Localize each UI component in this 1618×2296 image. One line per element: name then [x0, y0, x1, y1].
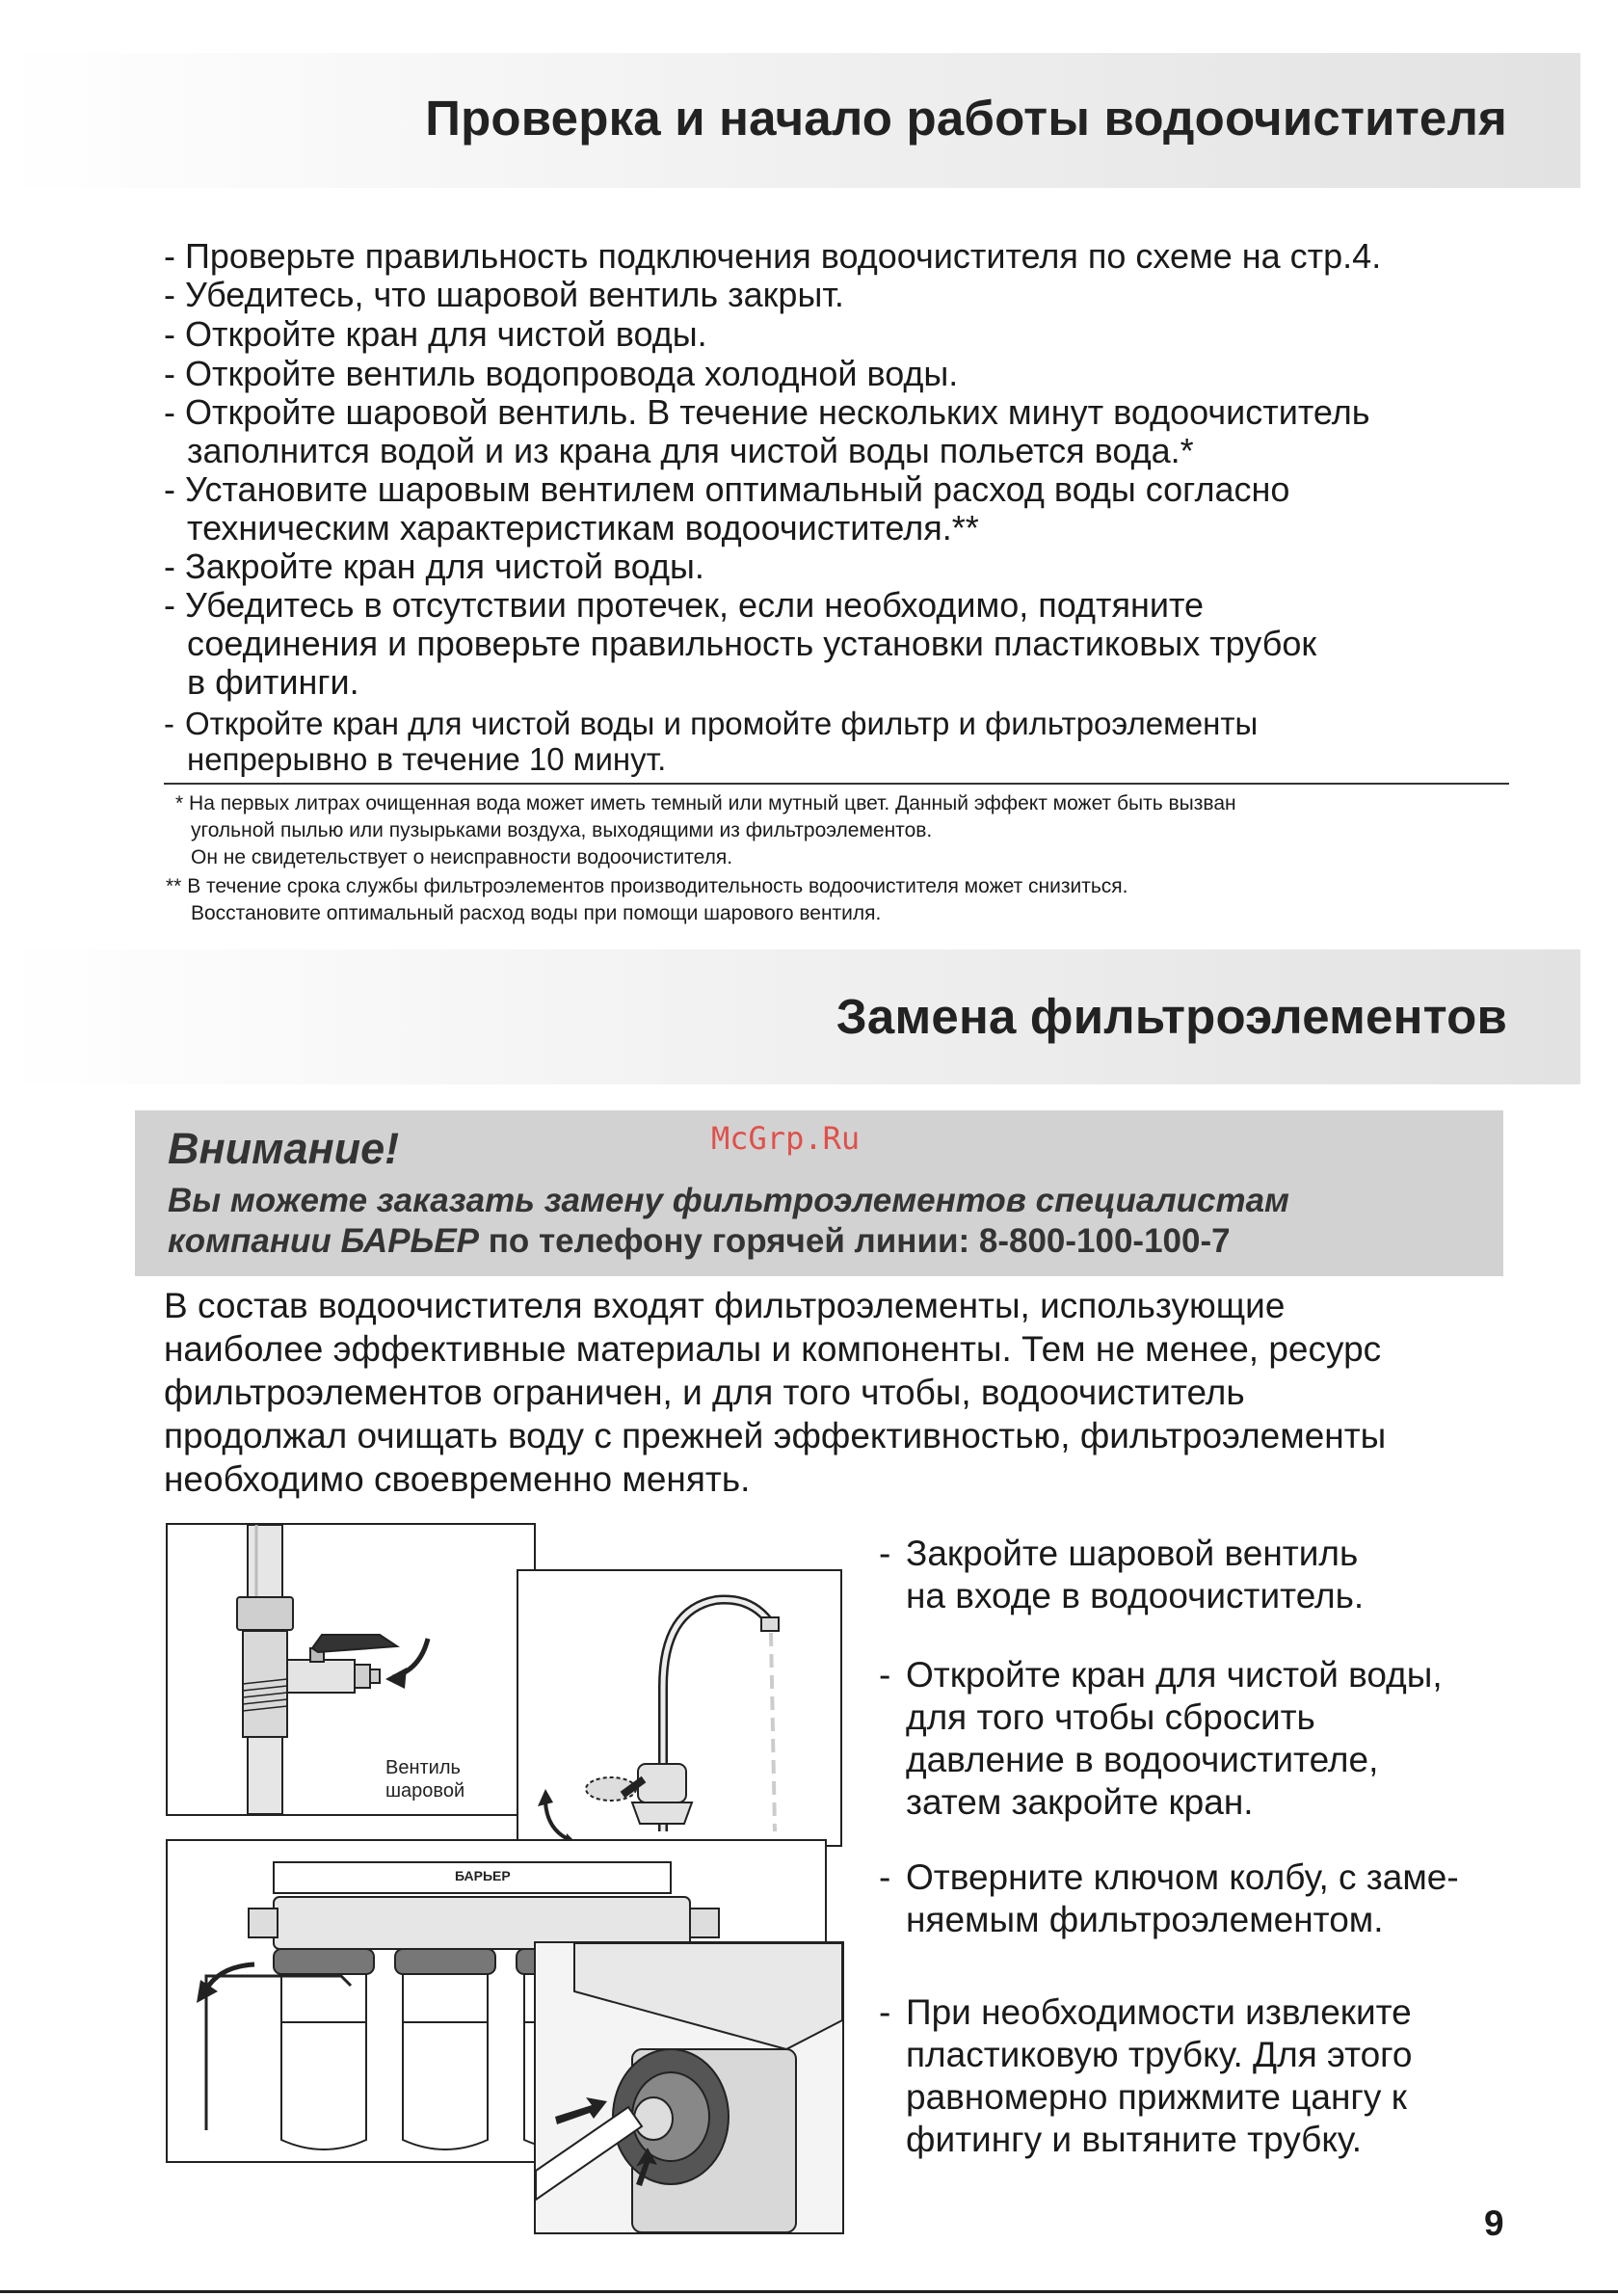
paragraph-line: фильтроэлементов ограничен, и для того чтобы, водоочиститель: [164, 1373, 1245, 1412]
section-title-replace: Замена фильтроэлементов: [836, 989, 1507, 1044]
step-text: пластиковую трубку. Для этого: [906, 2035, 1413, 2074]
warning-company: компании БАРЬЕР: [168, 1222, 480, 1260]
list-item: - Откройте шаровой вентиль. В течение нескольких минут водоочиститель заполнится водой и из крана для чистой воды польется вода.*: [164, 392, 1370, 470]
list-item: [164, 237, 1381, 276]
list-item-text: Откройте шаровой вентиль. В течение нескольких минут водоочиститель: [185, 392, 1370, 432]
step-text: давление в водоочистителе,: [906, 1740, 1379, 1779]
footnote-1: [175, 790, 1236, 871]
step-text: затем закройте кран.: [906, 1782, 1254, 1822]
list-item: - Откройте кран для чистой воды.: [164, 314, 707, 354]
section-header-replace: [0, 949, 1580, 1084]
list-item: - Откройте кран для чистой воды и промойте фильтр и фильтроэлементы непрерывно в течение 10 минут.: [164, 706, 1259, 777]
list-item: - Убедитесь, что шаровой вентиль закрыт.: [164, 275, 844, 314]
list-item-text: Откройте кран для чистой воды и промойте фильтр и фильтроэлементы: [185, 706, 1259, 741]
list-item-text: соединения и проверьте правильность установки пластиковых трубок: [187, 624, 1317, 663]
step-text: При необходимости извлеките: [906, 1992, 1412, 2032]
warning-title: Внимание!: [168, 1124, 400, 1173]
fitting-closeup-illustration: [536, 1943, 842, 2232]
valve-label: Вентиль шаровой: [385, 1757, 465, 1802]
figure-fitting-closeup: [534, 1941, 844, 2234]
section-header-check: [0, 53, 1580, 188]
footnote-text: Восстановите оптимальный расход воды при помощи шарового вентиля.: [191, 902, 882, 924]
replace-step: - Закройте шаровой вентиль на входе в водоочиститель.: [879, 1534, 1365, 1615]
replace-step: - При необходимости извлеките пластиковую трубку. Для этого равномерно прижмите цангу к фитингу и вытяните трубку.: [879, 1992, 1413, 2159]
step-text: равномерно прижмите цангу к: [906, 2077, 1407, 2117]
list-item-text: Закройте кран для чистой воды.: [185, 547, 704, 586]
paragraph-line: необходимо своевременно менять.: [164, 1459, 751, 1499]
footnote-2: [166, 873, 1128, 927]
divider: [164, 783, 1509, 785]
list-item: - Установите шаровым вентилем оптимальный расход воды согласно техническим характеристикам водоочистителя.**: [164, 469, 1290, 547]
list-item-text: Убедитесь, что шаровой вентиль закрыт.: [185, 275, 844, 314]
footnote-text: На первых литрах очищенная вода может иметь темный или мутный цвет. Данный эффект может быть вызван: [189, 792, 1236, 814]
watermark: McGrp.Ru: [711, 1120, 861, 1157]
step-text: фитингу и вытяните трубку.: [906, 2120, 1362, 2159]
replace-step: - Откройте кран для чистой воды, для того чтобы сбросить давление в водоочистителе, затем закройте кран.: [879, 1655, 1443, 1822]
bottom-rule: [0, 2290, 1618, 2293]
brand-logo: БАРЬЕР: [455, 1868, 511, 1883]
list-item-text: в фитинги.: [187, 662, 359, 702]
list-dash: -: [164, 236, 175, 276]
list-item-text: Откройте кран для чистой воды.: [185, 314, 707, 354]
faucet-illustration: [518, 1571, 840, 1845]
footnote-text: В течение срока службы фильтроэлементов производительность водоочистителя может снизиться.: [187, 875, 1128, 897]
step-text: няемым фильтроэлементом.: [906, 1900, 1384, 1939]
replace-step: - Отверните ключом колбу, с заме- няемым фильтроэлементом.: [879, 1857, 1459, 1939]
list-item: - Откройте вентиль водопровода холодной воды.: [164, 354, 959, 393]
paragraph-line: наиболее эффективные материалы и компоненты. Тем не менее, ресурс: [164, 1329, 1382, 1369]
paragraph-line: В состав водоочистителя входят фильтроэлементы, использующие: [164, 1286, 1286, 1325]
paragraph-line: продолжал очищать воду с прежней эффективностью, фильтроэлементы: [164, 1416, 1387, 1455]
step-text: на входе в водоочиститель.: [906, 1576, 1365, 1615]
section-title-check: Проверка и начало работы водоочистителя: [425, 91, 1507, 146]
figure-faucet: [517, 1569, 842, 1847]
figure-ball-valve: [166, 1523, 536, 1816]
step-text: Отверните ключом колбу, с заме-: [906, 1857, 1459, 1897]
intro-paragraph: [164, 1284, 1532, 1501]
list-item-text: непрерывно в течение 10 минут.: [187, 741, 667, 777]
warning-hotline: по телефону горячей линии: 8-800-100-100-7: [479, 1222, 1231, 1260]
ball-valve-illustration: [168, 1525, 534, 1814]
list-item: - Убедитесь в отсутствии протечек, если необходимо, подтяните соединения и проверьте правильность установки пластиковых трубок в фитинги.: [164, 585, 1317, 702]
list-item-text: Откройте вентиль водопровода холодной воды.: [185, 354, 959, 393]
list-item: - Закройте кран для чистой воды.: [164, 547, 704, 586]
list-item-text: Установите шаровым вентилем оптимальный расход воды согласно: [185, 469, 1290, 509]
step-text: Откройте кран для чистой воды,: [906, 1655, 1443, 1695]
list-item-text: Убедитесь в отсутствии протечек, если необходимо, подтяните: [185, 585, 1205, 625]
warning-text-line-2: [168, 1222, 1231, 1261]
footnote-mark: **: [166, 875, 182, 897]
warning-text-line-1: Вы можете заказать замену фильтроэлементов специалистам: [168, 1182, 1289, 1219]
footnote-text: угольной пылью или пузырьками воздуха, выходящими из фильтроэлементов.: [191, 819, 933, 841]
step-text: для того чтобы сбросить: [906, 1697, 1315, 1737]
list-item-text: техническим характеристикам водоочистителя.**: [187, 508, 979, 547]
footnote-mark: *: [175, 792, 184, 814]
step-text: Закройте шаровой вентиль: [906, 1534, 1359, 1573]
page-number: 9: [1484, 2203, 1504, 2243]
footnote-text: Он не свидетельствует о неисправности водоочистителя.: [191, 846, 733, 868]
list-item-text: Проверьте правильность подключения водоочистителя по схеме на стр.4.: [185, 236, 1382, 276]
list-item-text: заполнится водой и из крана для чистой воды польется вода.*: [187, 431, 1194, 470]
